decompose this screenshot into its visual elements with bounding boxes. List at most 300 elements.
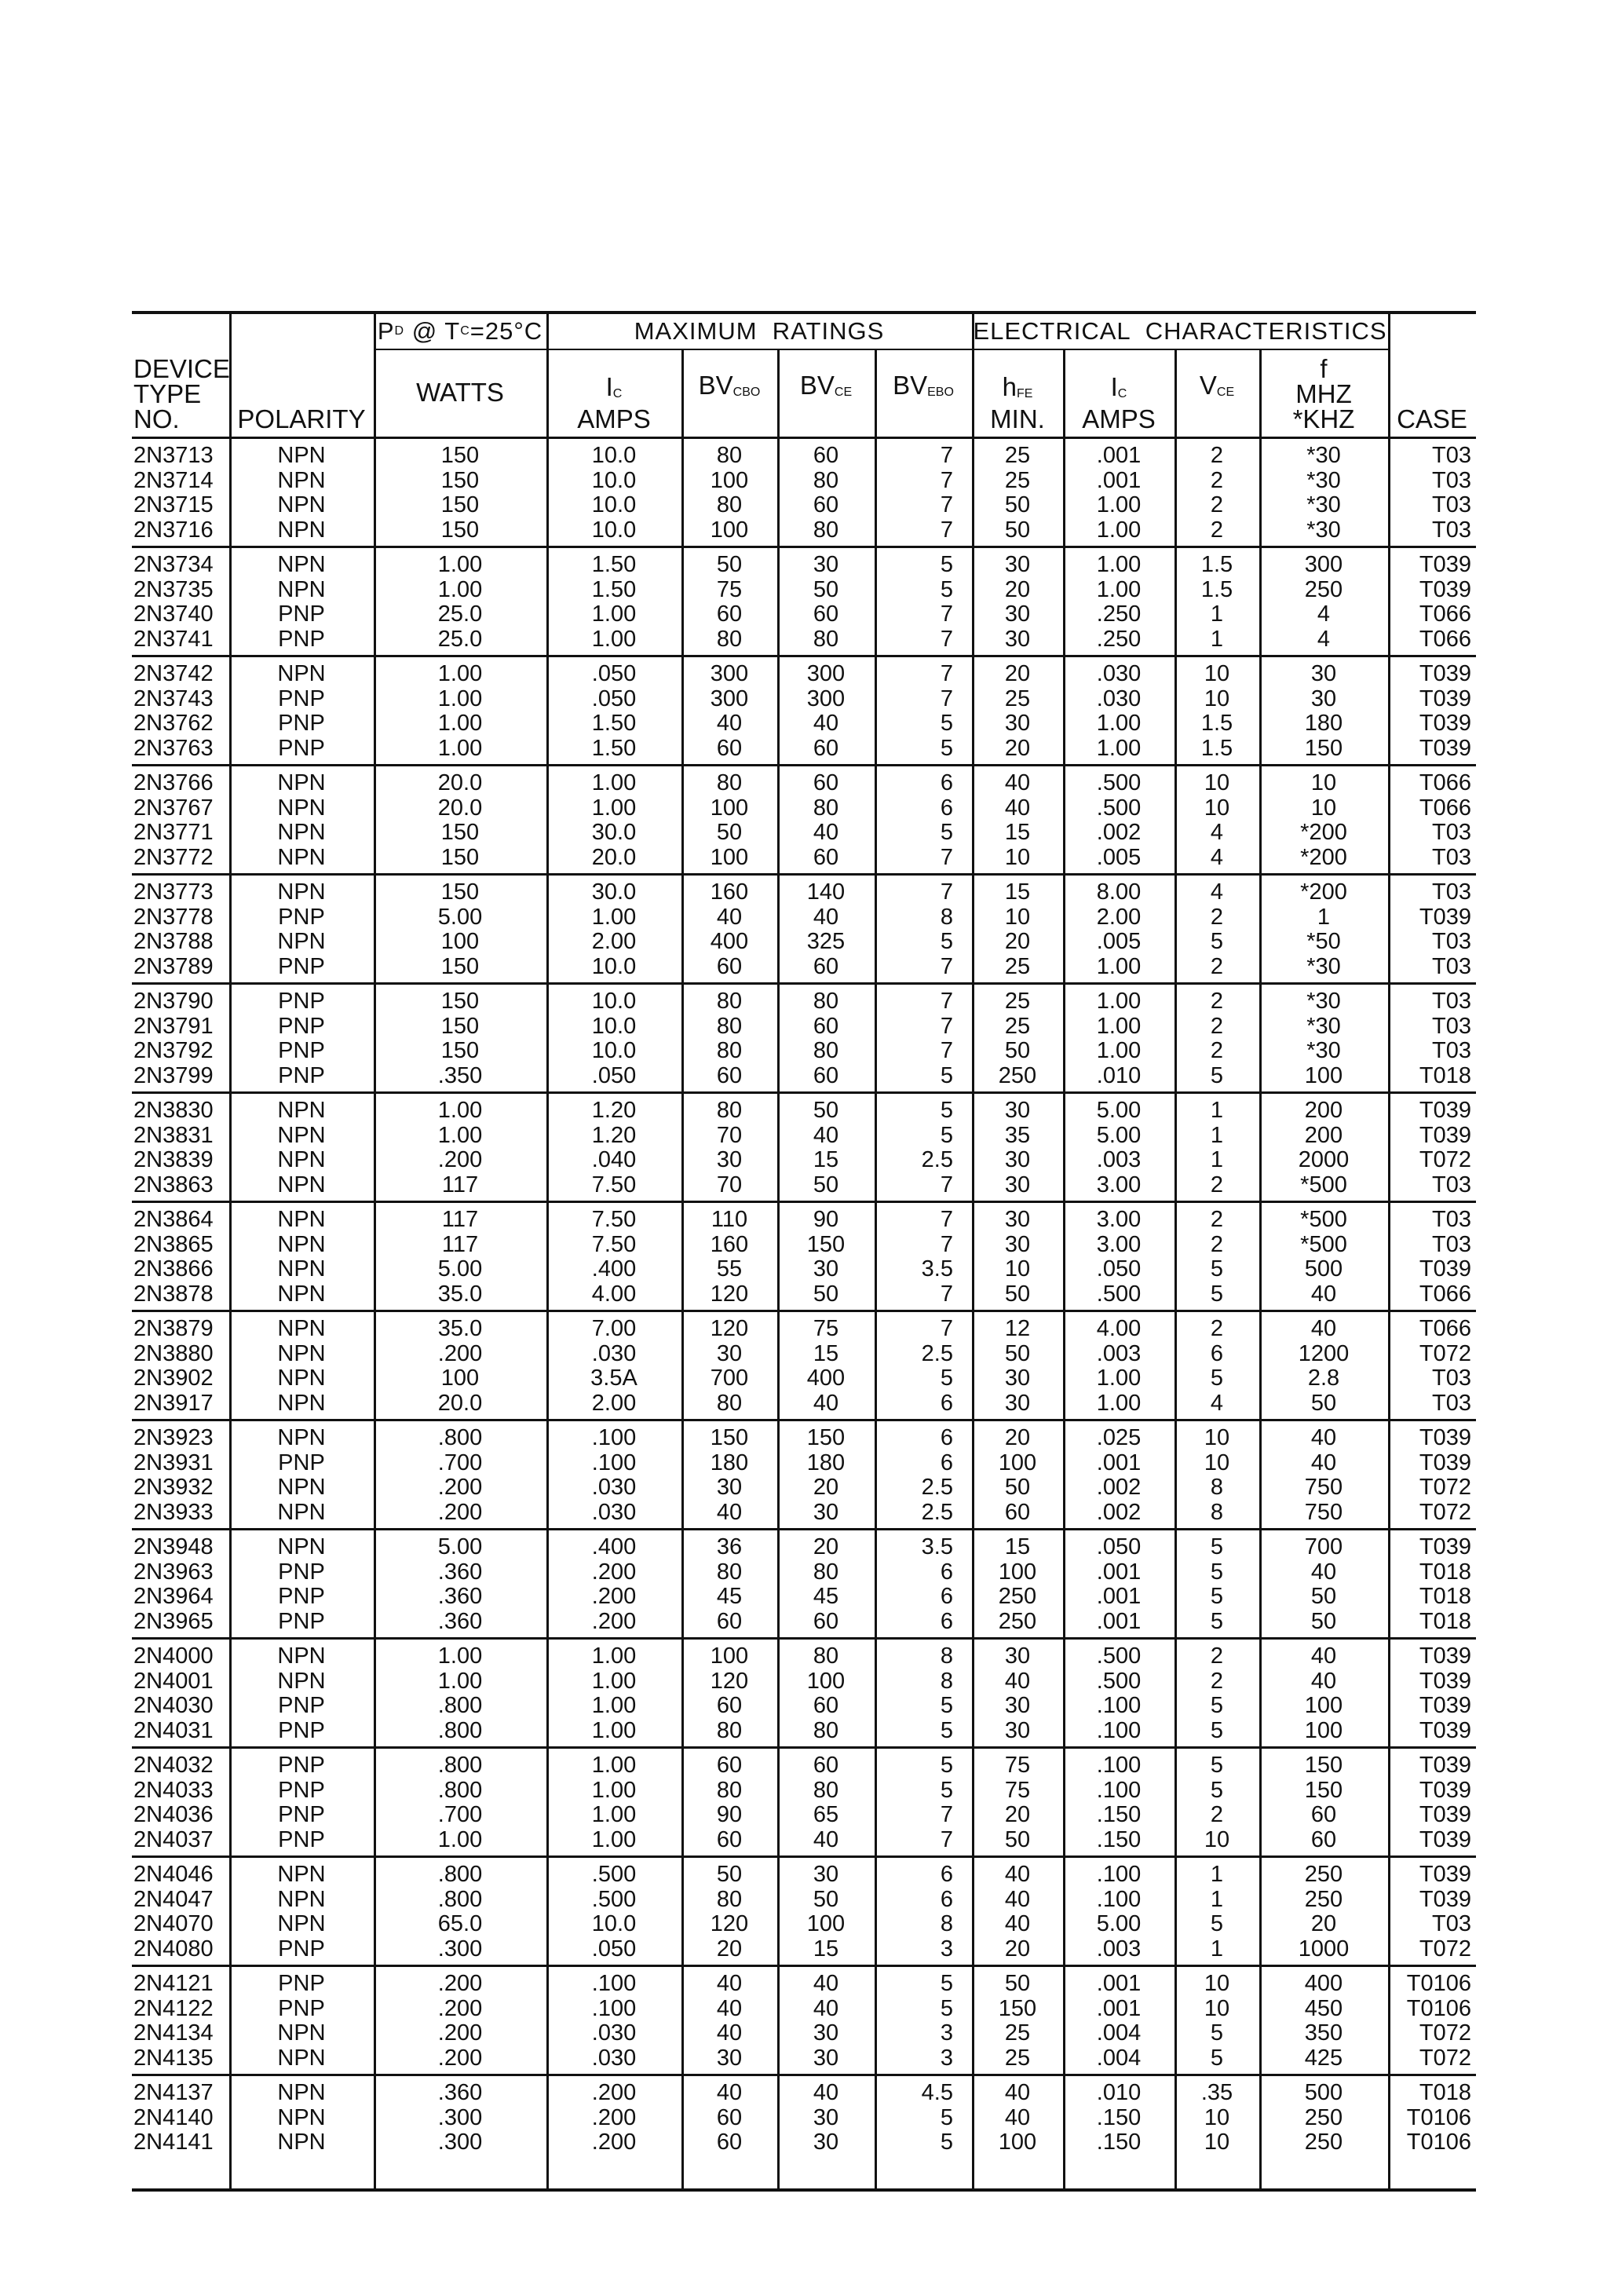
bvcbo-cell: 300 — [710, 661, 749, 686]
table-row — [132, 2021, 1476, 2046]
hfe-min-cell: 10 — [1004, 844, 1031, 870]
frequency-cell: *200 — [1300, 879, 1347, 905]
frequency-cell: 2.8 — [1307, 1366, 1340, 1391]
table-row — [132, 1779, 1476, 1804]
table-row — [132, 1669, 1476, 1695]
table-row — [132, 737, 1476, 762]
frequency-cell: 250 — [1304, 576, 1343, 602]
bvce-cell: 80 — [813, 467, 839, 493]
bvebo-cell: 5 — [940, 1995, 953, 2021]
watts-cell: .200 — [437, 1499, 483, 1525]
ic-amps-2-header: $I_C$ AMPS — [1082, 372, 1156, 433]
case-cell: T039 — [1419, 576, 1471, 602]
bvce-cell: 40 — [813, 1390, 839, 1416]
device-type-cell: 2N3963 — [133, 1559, 214, 1585]
bvcbo-cell: 70 — [716, 1122, 743, 1148]
bvebo-cell: 7 — [940, 661, 953, 686]
hfe-min-cell: 15 — [1004, 879, 1031, 905]
bvce-cell: 20 — [813, 1475, 839, 1500]
vce-cell: 1 — [1210, 1098, 1224, 1123]
ic-amps-2-cell: .500 — [1096, 1643, 1142, 1669]
bvebo-cell: 8 — [940, 1911, 953, 1936]
device-type-cell: 2N4037 — [133, 1826, 214, 1852]
watts-cell: .300 — [437, 1936, 483, 1961]
watts-cell: 150 — [440, 443, 480, 468]
bvebo-cell: 7 — [940, 467, 953, 493]
bvebo-cell: 5 — [940, 711, 953, 736]
table-row — [132, 1257, 1476, 1282]
device-type-cell: 2N3879 — [133, 1316, 214, 1341]
frequency-cell: 40 — [1310, 1316, 1337, 1341]
watts-cell: 1.00 — [437, 1668, 483, 1694]
bvcbo-header: $BV_{CBO}$ — [698, 371, 761, 400]
bvce-cell: 60 — [813, 1693, 839, 1718]
ic-amps-cell: 1.50 — [591, 576, 637, 602]
frequency-cell: 1000 — [1298, 1936, 1350, 1961]
bvcbo-cell: 40 — [716, 1971, 743, 1996]
device-type-cell: 2N4032 — [133, 1753, 214, 1778]
ic-amps-2-cell: .150 — [1096, 1802, 1142, 1827]
device-type-cell: 2N3741 — [133, 626, 214, 652]
ic-amps-cell: .030 — [591, 1499, 637, 1525]
device-type-cell: 2N4001 — [133, 1668, 214, 1694]
bvebo-cell: 5 — [940, 820, 953, 845]
bvcbo-cell: 55 — [716, 1256, 743, 1281]
watts-cell: 5.00 — [437, 1256, 483, 1281]
vce-cell: 1 — [1210, 1862, 1224, 1887]
bvcbo-cell: 60 — [716, 1753, 743, 1778]
frequency-cell: *30 — [1306, 1013, 1341, 1039]
case-cell: T072 — [1419, 2045, 1471, 2071]
polarity-cell: NPN — [277, 1366, 326, 1391]
device-type-cell: 2N3865 — [133, 1231, 214, 1257]
case-cell: T039 — [1419, 1777, 1471, 1803]
case-cell: T039 — [1419, 1668, 1471, 1694]
vce-cell: 5 — [1210, 1584, 1224, 1609]
frequency-cell: 150 — [1304, 1777, 1343, 1803]
ic-amps-cell: 10.0 — [591, 1013, 637, 1039]
ic-amps-2-cell: 1.00 — [1096, 989, 1142, 1014]
bvcbo-cell: 50 — [716, 820, 743, 845]
bvcbo-cell: 700 — [710, 1366, 749, 1391]
ic-amps-cell: 4.00 — [591, 1281, 637, 1307]
frequency-cell: *30 — [1306, 1038, 1341, 1063]
bvce-cell: 50 — [813, 1172, 839, 1197]
hfe-min-cell: 30 — [1004, 1366, 1031, 1391]
hfe-min-cell: 40 — [1004, 1668, 1031, 1694]
bvebo-cell: 5 — [940, 1777, 953, 1803]
bvce-cell: 300 — [806, 661, 846, 686]
vce-cell: 10 — [1204, 795, 1230, 821]
hfe-min-cell: 75 — [1004, 1753, 1031, 1778]
table-row — [132, 930, 1476, 955]
ic-amps-cell: .100 — [591, 1971, 637, 1996]
hfe-min-cell: 30 — [1004, 626, 1031, 652]
watts-cell: 20.0 — [437, 770, 483, 795]
hfe-min-cell: 50 — [1004, 1971, 1031, 1996]
polarity-cell: PNP — [278, 686, 325, 711]
table-row — [132, 1208, 1476, 1233]
ic-amps-cell: .200 — [591, 1559, 637, 1585]
bvce-cell: 180 — [806, 1450, 846, 1475]
bvcbo-cell: 90 — [716, 1802, 743, 1827]
case-cell: T03 — [1432, 492, 1471, 517]
row-group — [132, 766, 1476, 876]
watts-cell: 1.00 — [437, 552, 483, 577]
vce-cell: 1 — [1210, 1122, 1224, 1148]
bvce-cell: 60 — [813, 601, 839, 627]
bvce-cell: 40 — [813, 1826, 839, 1852]
bvce-cell: 80 — [813, 1643, 839, 1669]
polarity-cell: NPN — [277, 1281, 326, 1307]
table-row — [132, 1233, 1476, 1258]
case-cell: T03 — [1432, 1390, 1471, 1416]
bvcbo-cell: 75 — [716, 576, 743, 602]
frequency-cell: *50 — [1306, 929, 1341, 954]
case-cell: T066 — [1419, 626, 1471, 652]
polarity-cell: NPN — [277, 770, 326, 795]
bvebo-cell: 7 — [940, 1231, 953, 1257]
ic-amps-cell: .200 — [591, 1608, 637, 1634]
bvebo-cell: 7 — [940, 1316, 953, 1341]
ic-amps-2-cell: .500 — [1096, 795, 1142, 821]
frequency-cell: 250 — [1304, 2104, 1343, 2130]
vce-cell: 2 — [1210, 1172, 1224, 1197]
bvcbo-cell: 30 — [716, 1147, 743, 1172]
ic-amps-cell: 7.50 — [591, 1231, 637, 1257]
bvce-cell: 300 — [806, 686, 846, 711]
watts-cell: 150 — [440, 517, 480, 543]
table-row — [132, 1124, 1476, 1149]
ic-amps-cell: .050 — [591, 661, 637, 686]
hfe-min-cell: 40 — [1004, 2080, 1031, 2105]
case-cell: T039 — [1419, 1534, 1471, 1559]
ic-amps-cell: .500 — [591, 1886, 637, 1912]
bvcbo-cell: 100 — [710, 844, 749, 870]
table-row — [132, 2046, 1476, 2071]
bvcbo-cell: 20 — [716, 1936, 743, 1961]
bvcbo-cell: 45 — [716, 1584, 743, 1609]
hfe-min-cell: 20 — [1004, 1802, 1031, 1827]
polarity-cell: NPN — [277, 1475, 326, 1500]
watts-cell: 1.00 — [437, 711, 483, 736]
ic-amps-2-cell: 5.00 — [1096, 1098, 1142, 1123]
device-type-cell: 2N3714 — [133, 467, 214, 493]
hfe-min-cell: 20 — [1004, 1936, 1031, 1961]
bvebo-cell: 3 — [940, 2045, 953, 2071]
bvebo-cell: 8 — [940, 904, 953, 930]
bvebo-cell: 5 — [940, 929, 953, 954]
device-type-header: DEVICE TYPE NO. — [133, 354, 230, 433]
case-cell: T03 — [1432, 517, 1471, 543]
device-type-cell: 2N3767 — [133, 795, 214, 821]
case-cell: T03 — [1432, 467, 1471, 493]
ic-amps-2-cell: 1.00 — [1096, 1013, 1142, 1039]
frequency-cell: 400 — [1304, 1971, 1343, 1996]
bvcbo-cell: 40 — [716, 711, 743, 736]
bvebo-cell: 7 — [940, 686, 953, 711]
bvebo-cell: 3 — [940, 2020, 953, 2046]
bvce-cell: 65 — [813, 1802, 839, 1827]
bvebo-cell: 2.5 — [921, 1475, 953, 1500]
frequency-cell: 40 — [1310, 1668, 1337, 1694]
ic-amps-2-cell: .500 — [1096, 770, 1142, 795]
vce-cell: 2 — [1210, 1038, 1224, 1063]
ic-amps-2-cell: 3.00 — [1096, 1207, 1142, 1232]
device-type-cell: 2N4036 — [133, 1802, 214, 1827]
bvce-cell: 80 — [813, 1038, 839, 1063]
ic-amps-cell: .050 — [591, 686, 637, 711]
table-row — [132, 1535, 1476, 1560]
frequency-cell: 4 — [1317, 601, 1331, 627]
ic-amps-2-cell: 2.00 — [1096, 904, 1142, 930]
bvebo-cell: 6 — [940, 1559, 953, 1585]
bvebo-cell: 5 — [940, 1122, 953, 1148]
vce-cell: 6 — [1210, 1340, 1224, 1366]
table-row — [132, 1099, 1476, 1124]
vce-header: $V_{CE}$ — [1199, 371, 1235, 400]
vce-cell: 2 — [1210, 1013, 1224, 1039]
device-type-cell: 2N3716 — [133, 517, 214, 543]
ic-amps-cell: 7.50 — [591, 1172, 637, 1197]
ic-amps-cell: .050 — [591, 1062, 637, 1088]
row-group — [132, 2076, 1476, 2192]
polarity-cell: NPN — [277, 1425, 326, 1450]
bvcbo-cell: 160 — [710, 1231, 749, 1257]
bvebo-cell: 7 — [940, 1172, 953, 1197]
watts-cell: .200 — [437, 1147, 483, 1172]
ic-amps-2-cell: .050 — [1096, 1534, 1142, 1559]
ic-amps-2-cell: 1.00 — [1096, 735, 1142, 761]
device-type-cell: 2N3742 — [133, 661, 214, 686]
ic-amps-cell: 1.50 — [591, 735, 637, 761]
device-type-cell: 2N4030 — [133, 1693, 214, 1718]
watts-cell: .800 — [437, 1717, 483, 1743]
watts-cell: .300 — [437, 2104, 483, 2130]
vce-cell: 1.5 — [1200, 552, 1233, 577]
ic-amps-cell: .040 — [591, 1147, 637, 1172]
device-type-cell: 2N3964 — [133, 1584, 214, 1609]
case-cell: T03 — [1432, 929, 1471, 954]
polarity-cell: PNP — [278, 1450, 325, 1475]
bvcbo-cell: 400 — [710, 929, 749, 954]
vce-cell: 5 — [1210, 1717, 1224, 1743]
watts-cell: 150 — [440, 820, 480, 845]
vce-cell: 5 — [1210, 1062, 1224, 1088]
table-row — [132, 1828, 1476, 1853]
bvce-cell: 100 — [806, 1911, 846, 1936]
hfe-min-cell: 30 — [1004, 711, 1031, 736]
row-group — [132, 1858, 1476, 1967]
vce-cell: 8 — [1210, 1499, 1224, 1525]
case-cell: T03 — [1432, 1013, 1471, 1039]
table-row — [132, 821, 1476, 846]
hfe-min-cell: 100 — [998, 1450, 1037, 1475]
ic-amps-cell: .100 — [591, 1995, 637, 2021]
bvcbo-cell: 40 — [716, 2080, 743, 2105]
frequency-cell: 40 — [1310, 1450, 1337, 1475]
bvcbo-cell: 80 — [716, 1038, 743, 1063]
bvce-cell: 80 — [813, 1559, 839, 1585]
bvcbo-cell: 30 — [716, 2045, 743, 2071]
hfe-min-cell: 50 — [1004, 492, 1031, 517]
watts-cell: 25.0 — [437, 626, 483, 652]
device-type-cell: 2N3766 — [133, 770, 214, 795]
watts-cell: 150 — [440, 989, 480, 1014]
bvcbo-cell: 120 — [710, 1281, 749, 1307]
vce-cell: .35 — [1200, 2080, 1233, 2105]
device-type-cell: 2N3791 — [133, 1013, 214, 1039]
frequency-cell: *30 — [1306, 989, 1341, 1014]
bvcbo-cell: 120 — [710, 1668, 749, 1694]
vce-cell: 1.5 — [1200, 735, 1233, 761]
frequency-cell: 250 — [1304, 2130, 1343, 2155]
bvcbo-cell: 40 — [716, 1499, 743, 1525]
hfe-min-cell: 25 — [1004, 2045, 1031, 2071]
bvebo-cell: 6 — [940, 1584, 953, 1609]
bvcbo-cell: 60 — [716, 1826, 743, 1852]
vce-cell: 5 — [1210, 1281, 1224, 1307]
watts-cell: 1.00 — [437, 576, 483, 602]
case-cell: T066 — [1419, 1281, 1471, 1307]
frequency-cell: 750 — [1304, 1475, 1343, 1500]
bvce-cell: 50 — [813, 1886, 839, 1912]
watts-cell: 1.00 — [437, 735, 483, 761]
bvce-cell: 40 — [813, 2080, 839, 2105]
case-cell: T03 — [1432, 1231, 1471, 1257]
bvce-cell: 15 — [813, 1340, 839, 1366]
vce-cell: 5 — [1210, 1559, 1224, 1585]
watts-cell: 100 — [440, 1366, 480, 1391]
device-type-cell: 2N3948 — [133, 1534, 214, 1559]
bvebo-cell: 6 — [940, 1886, 953, 1912]
ic-amps-cell: .030 — [591, 1475, 637, 1500]
bvcbo-cell: 80 — [716, 1886, 743, 1912]
table-row — [132, 846, 1476, 871]
hfe-min-cell: 40 — [1004, 1886, 1031, 1912]
vce-cell: 5 — [1210, 1256, 1224, 1281]
watts-cell: .700 — [437, 1802, 483, 1827]
polarity-cell: NPN — [277, 552, 326, 577]
case-cell: T039 — [1419, 1450, 1471, 1475]
polarity-cell: NPN — [277, 820, 326, 845]
polarity-cell: NPN — [277, 517, 326, 543]
polarity-cell: PNP — [278, 1062, 325, 1088]
ic-amps-2-cell: 3.00 — [1096, 1172, 1142, 1197]
ic-amps-cell: .200 — [591, 1584, 637, 1609]
polarity-cell: NPN — [277, 844, 326, 870]
vce-cell: 2 — [1210, 443, 1224, 468]
vce-cell: 10 — [1204, 1425, 1230, 1450]
ic-amps-cell: 10.0 — [591, 467, 637, 493]
bvebo-cell: 5 — [940, 2104, 953, 2130]
device-type-cell: 2N3740 — [133, 601, 214, 627]
hfe-min-header: $h_{FE}$ MIN. — [990, 372, 1045, 433]
hfe-min-cell: 30 — [1004, 1172, 1031, 1197]
watts-cell: 1.00 — [437, 686, 483, 711]
bvebo-cell: 7 — [940, 1826, 953, 1852]
watts-cell: .800 — [437, 1862, 483, 1887]
polarity-cell: PNP — [278, 1693, 325, 1718]
bvcbo-cell: 40 — [716, 1995, 743, 2021]
table-row — [132, 796, 1476, 821]
row-group — [132, 1094, 1476, 1203]
device-type-cell: 2N3788 — [133, 929, 214, 954]
bvebo-cell: 5 — [940, 552, 953, 577]
bvce-cell: 140 — [806, 879, 846, 905]
case-cell: T03 — [1432, 1038, 1471, 1063]
table-row — [132, 989, 1476, 1015]
hfe-min-cell: 25 — [1004, 686, 1031, 711]
hfe-min-cell: 30 — [1004, 1231, 1031, 1257]
case-cell: T072 — [1419, 1340, 1471, 1366]
polarity-cell: PNP — [278, 1559, 325, 1585]
bvce-cell: 40 — [813, 1122, 839, 1148]
vce-cell: 2 — [1210, 492, 1224, 517]
table-row — [132, 1997, 1476, 2022]
table-row — [132, 1803, 1476, 1828]
ic-amps-2-cell: 1.00 — [1096, 1038, 1142, 1063]
polarity-cell: NPN — [277, 661, 326, 686]
table-row — [132, 955, 1476, 980]
watts-cell: .800 — [437, 1886, 483, 1912]
bvcbo-cell: 60 — [716, 1608, 743, 1634]
vce-cell: 2 — [1210, 1316, 1224, 1341]
bvebo-cell: 7 — [940, 443, 953, 468]
bvce-cell: 30 — [813, 552, 839, 577]
case-cell: T039 — [1419, 904, 1471, 930]
watts-cell: .360 — [437, 1584, 483, 1609]
ic-amps-2-cell: .250 — [1096, 626, 1142, 652]
ic-amps-2-cell: .002 — [1096, 1475, 1142, 1500]
device-type-cell: 2N4047 — [133, 1886, 214, 1912]
case-cell: T018 — [1419, 2080, 1471, 2105]
bvce-cell: 30 — [813, 2130, 839, 2155]
bvcbo-cell: 50 — [716, 552, 743, 577]
bvebo-cell: 6 — [940, 795, 953, 821]
ic-amps-2-cell: .150 — [1096, 1826, 1142, 1852]
case-cell: T018 — [1419, 1608, 1471, 1634]
bvebo-cell: 6 — [940, 1425, 953, 1450]
hfe-min-cell: 20 — [1004, 661, 1031, 686]
ic-amps-cell: 10.0 — [591, 953, 637, 979]
watts-cell: 20.0 — [437, 1390, 483, 1416]
ic-amps-cell: 7.50 — [591, 1207, 637, 1232]
bvce-cell: 40 — [813, 711, 839, 736]
hfe-min-cell: 100 — [998, 2130, 1037, 2155]
ic-amps-2-cell: .004 — [1096, 2020, 1142, 2046]
watts-cell: 35.0 — [437, 1316, 483, 1341]
bvebo-cell: 7 — [940, 626, 953, 652]
bvce-cell: 30 — [813, 2045, 839, 2071]
bvebo-cell: 6 — [940, 1450, 953, 1475]
frequency-cell: 40 — [1310, 1281, 1337, 1307]
case-cell: T039 — [1419, 1643, 1471, 1669]
ic-amps-cell: 1.00 — [591, 1643, 637, 1669]
hfe-min-cell: 30 — [1004, 1207, 1031, 1232]
ic-amps-2-cell: .003 — [1096, 1147, 1142, 1172]
bvcbo-cell: 40 — [716, 2020, 743, 2046]
table-row — [132, 1694, 1476, 1719]
bvce-cell: 30 — [813, 1862, 839, 1887]
ic-amps-2-cell: .001 — [1096, 1584, 1142, 1609]
hfe-min-cell: 50 — [1004, 1475, 1031, 1500]
table-row — [132, 1282, 1476, 1307]
case-cell: T039 — [1419, 1425, 1471, 1450]
vce-cell: 10 — [1204, 686, 1230, 711]
polarity-cell: NPN — [277, 1172, 326, 1197]
ic-amps-2-cell: .001 — [1096, 443, 1142, 468]
